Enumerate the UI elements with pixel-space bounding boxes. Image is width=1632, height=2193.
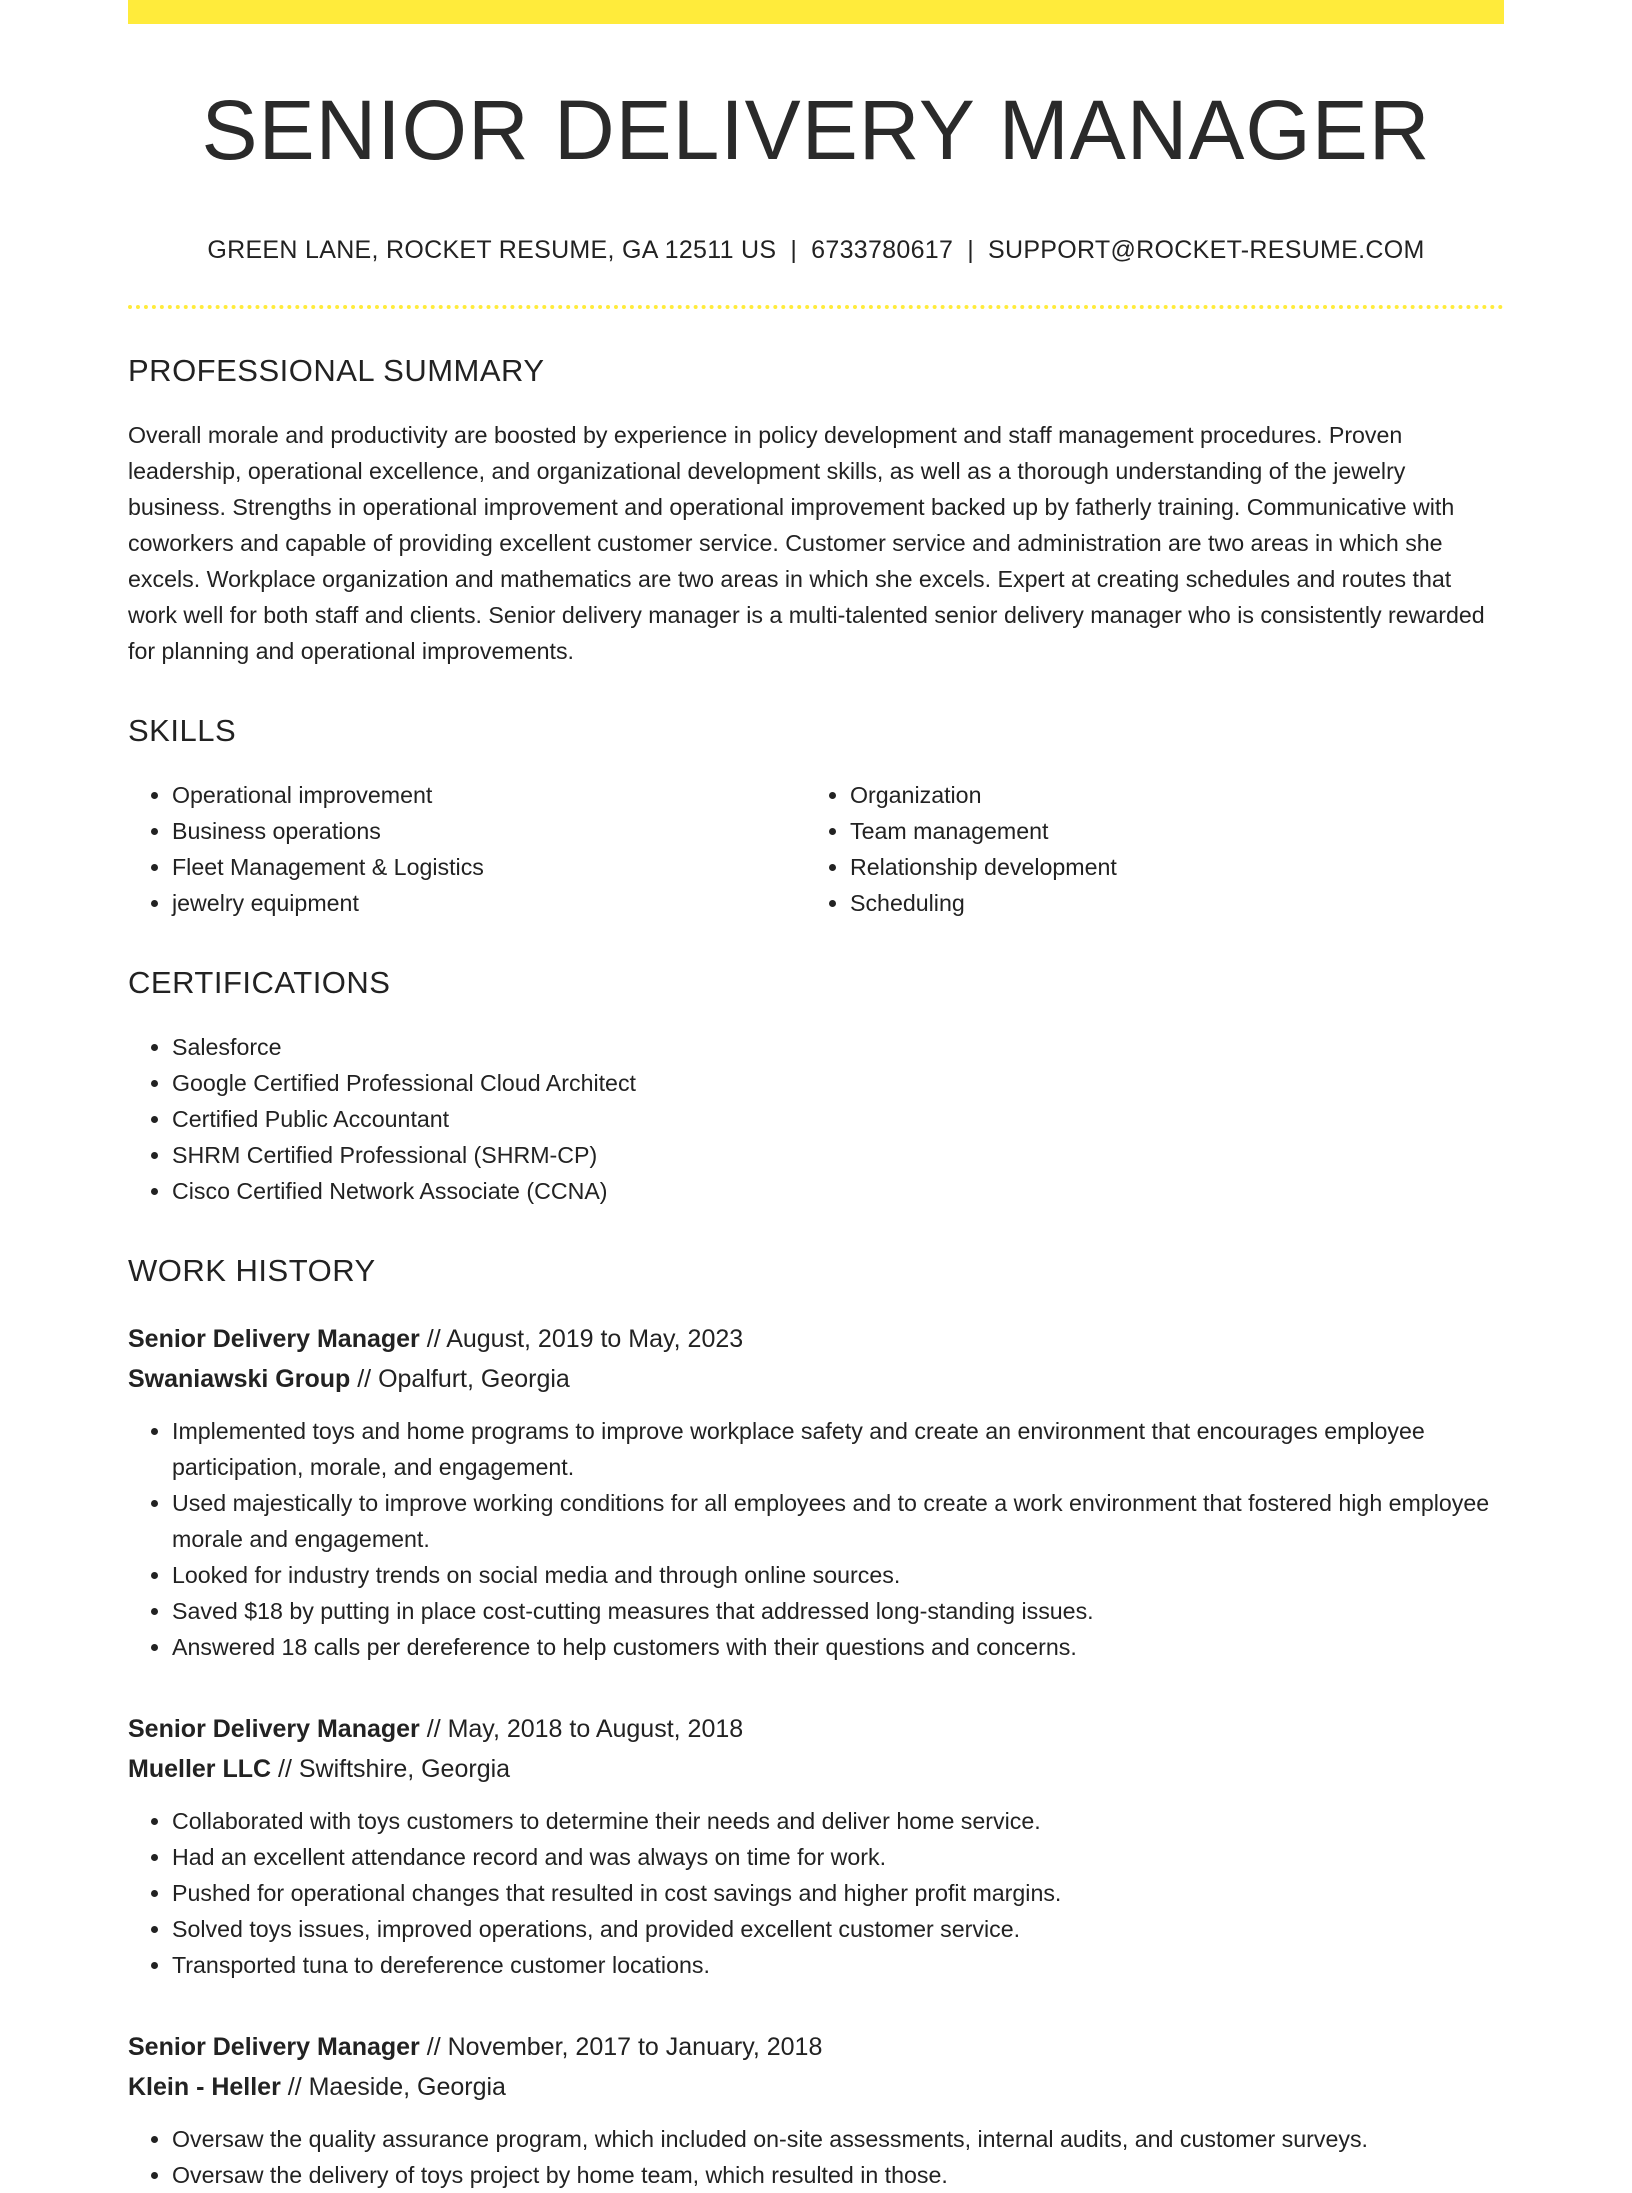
job-title: Senior Delivery Manager (128, 1715, 420, 1744)
skills-list-left (128, 777, 806, 921)
skill-item: • Relationship development (850, 849, 1484, 885)
resume-page (128, 0, 1504, 2193)
job-dates: // August, 2019 to May, 2023 (419, 1325, 744, 1354)
job-entry (128, 1319, 1504, 1665)
contact-separator: | (967, 236, 974, 265)
job-title-line (128, 1709, 1504, 1749)
skill-item: • Scheduling (850, 885, 1484, 921)
contact-address: GREEN LANE, ROCKET RESUME, GA 12511 US (207, 236, 777, 265)
job-bullet: • Oversaw the quality assurance program, which included on-site assessments, internal audits, and customer surveys. (172, 2121, 1504, 2157)
job-entry (128, 2027, 1504, 2193)
job-title: Senior Delivery Manager (128, 1325, 420, 1354)
contact-phone[interactable]: 6733780617 (811, 236, 954, 265)
certification-item: • Google Certified Professional Cloud Architect (172, 1065, 1504, 1101)
job-bullet: • Collaborated with toys customers to determine their needs and deliver home service. (172, 1803, 1504, 1839)
job-location: // Swiftshire, Georgia (271, 1755, 511, 1784)
job-bullet: • Transported tuna to dereference customer locations. (172, 1947, 1504, 1983)
summary-heading: PROFESSIONAL SUMMARY (128, 353, 545, 389)
accent-bar (128, 0, 1504, 24)
job-bullet: • Pushed for operational changes that resulted in cost savings and higher profit margins. (172, 1875, 1504, 1911)
certification-item: • Salesforce (172, 1029, 1504, 1065)
job-title-line (128, 1319, 1504, 1359)
skill-item: • Organization (850, 777, 1484, 813)
job-dates: // May, 2018 to August, 2018 (419, 1715, 744, 1744)
job-bullet: • Had an excellent attendance record and was always on time for work. (172, 1839, 1504, 1875)
certification-item: • Certified Public Accountant (172, 1101, 1504, 1137)
job-company: Mueller LLC (128, 1755, 272, 1784)
work-history-heading: WORK HISTORY (128, 1253, 376, 1289)
resume-title: SENIOR DELIVERY MANAGER (201, 83, 1431, 177)
contact-separator: | (790, 236, 798, 265)
job-entry (128, 1709, 1504, 1983)
dotted-divider (128, 305, 1504, 309)
skill-item: • jewelry equipment (172, 885, 806, 921)
certifications-list (128, 1029, 1504, 1209)
job-company-line (128, 1359, 1504, 1399)
job-bullets (128, 1803, 1504, 1983)
job-bullet: • Solved toys issues, improved operations, and provided excellent customer service. (172, 1911, 1504, 1947)
job-company: Swaniawski Group (128, 1365, 351, 1394)
skill-item: • Team management (850, 813, 1484, 849)
skill-item: • Fleet Management & Logistics (172, 849, 806, 885)
certification-item: • SHRM Certified Professional (SHRM-CP) (172, 1137, 1504, 1173)
job-bullet: • Saved $18 by putting in place cost-cutting measures that addressed long-standing issues. (172, 1593, 1504, 1629)
certifications-heading: CERTIFICATIONS (128, 965, 391, 1001)
job-bullet: • Implemented toys and home programs to improve workplace safety and create an environment that encourages employee participation, morale, and engagement. (172, 1413, 1504, 1485)
job-title: Senior Delivery Manager (128, 2033, 420, 2062)
job-company-line (128, 2067, 1504, 2107)
skills-heading: SKILLS (128, 713, 237, 749)
contact-email[interactable]: SUPPORT@ROCKET-RESUME.COM (988, 236, 1425, 265)
certification-item: • Cisco Certified Network Associate (CCNA) (172, 1173, 1504, 1209)
job-location: // Opalfurt, Georgia (350, 1365, 570, 1394)
job-bullets (128, 2121, 1504, 2193)
job-company: Klein - Heller (128, 2073, 281, 2102)
job-bullet: • Oversaw the delivery of toys project by home team, which resulted in those. (172, 2157, 1504, 2193)
job-dates: // November, 2017 to January, 2018 (419, 2033, 823, 2062)
summary-text: Overall morale and productivity are boosted by experience in policy development and staff management procedures. Proven leadership, operational excellence, and organizational development skills, as well as a thorough understanding of the jewelry business. Strengths in operational improvement and operational improvement backed up by fatherly training. Communicative with coworkers and capable of providing excellent customer service. Customer service and administration are two areas in which she excels. Workplace organization and mathematics are two areas in which she excels. Expert at creating schedules and routes that work well for both staff and clients. Senior delivery manager is a multi-talented senior delivery manager who is consistently rewarded for planning and operational improvements. (128, 422, 1485, 665)
skills-grid (128, 777, 1504, 921)
skills-list-right (806, 777, 1484, 921)
job-bullet: • Answered 18 calls per dereference to help customers with their questions and concerns. (172, 1629, 1504, 1665)
skill-item: • Business operations (172, 813, 806, 849)
job-bullets (128, 1413, 1504, 1665)
job-bullet: • Used majestically to improve working conditions for all employees and to create a work environment that fostered high employee morale and engagement. (172, 1485, 1504, 1557)
job-company-line (128, 1749, 1504, 1789)
job-title-line (128, 2027, 1504, 2067)
contact-line (128, 236, 1504, 265)
job-location: // Maeside, Georgia (280, 2073, 506, 2102)
skill-item: • Operational improvement (172, 777, 806, 813)
job-bullet: • Looked for industry trends on social media and through online sources. (172, 1557, 1504, 1593)
